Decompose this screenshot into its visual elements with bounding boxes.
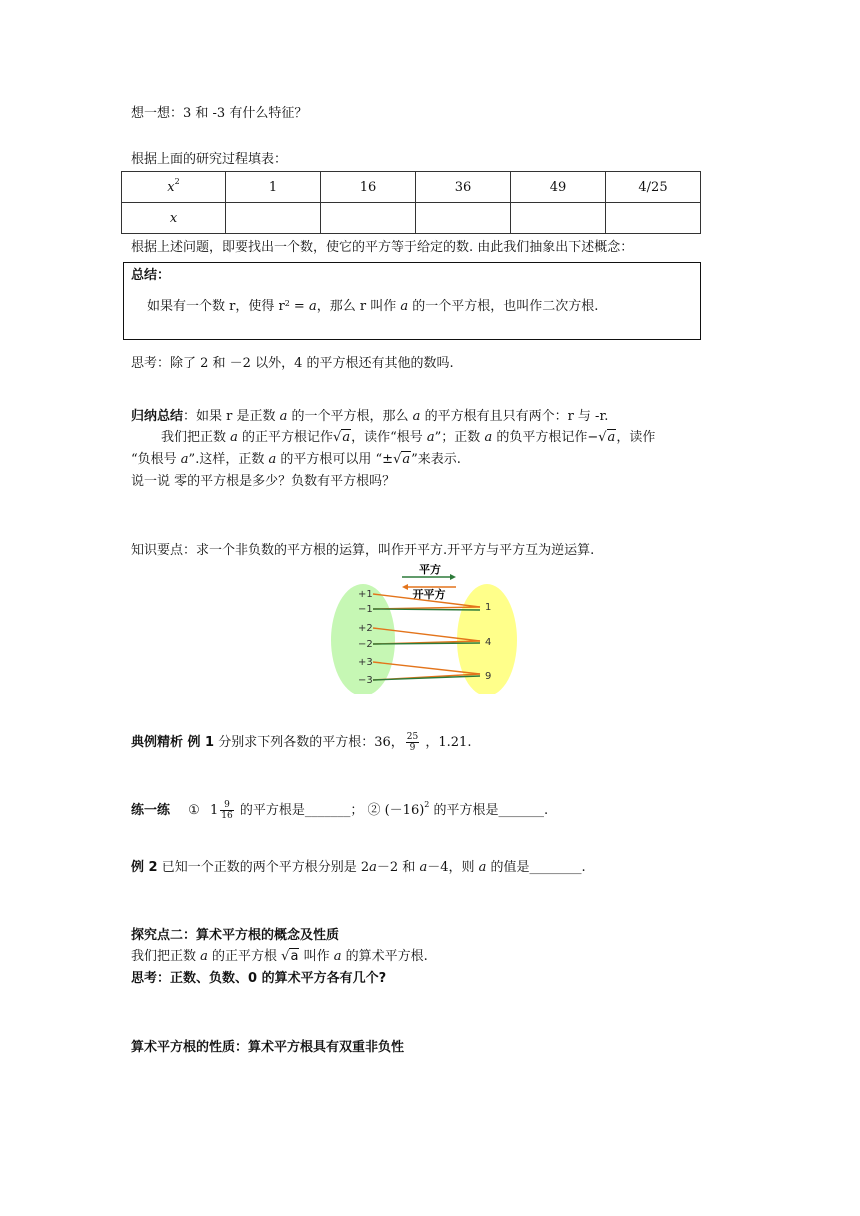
table-cell: 1 — [226, 172, 321, 203]
section-2-title: 探究点二：算术平方根的概念及性质 — [131, 928, 340, 943]
plusminus-sqrt-a-symbol: ±√a — [382, 452, 411, 467]
summary-text: 如果有一个数 r，使得 $r^2 = a$，那么 r 叫作 a 的一个平方根，也叫作二次方根. — [147, 299, 599, 314]
say-prompt: 说一说 零的平方根是多少？负数有平方根吗？ — [131, 474, 396, 489]
table-cell-empty[interactable] — [321, 203, 416, 234]
table-row — [122, 172, 701, 203]
neg-sqrt-a-symbol: −√a — [587, 430, 616, 445]
fraction-25-9: $\frac{25}{9}$ — [406, 732, 419, 753]
think-prompt-1: 想一想：3 和 -3 有什么特征？ — [131, 106, 308, 121]
table-cell: 16 — [321, 172, 416, 203]
table-cell-empty[interactable] — [416, 203, 511, 234]
section-2-think: 思考：正数、负数、0 的算术平方各有几个? — [131, 971, 387, 986]
table-cell: 36 — [416, 172, 511, 203]
table-cell-label: $x^2$ — [122, 172, 226, 203]
table-cell-empty[interactable] — [511, 203, 606, 234]
induction-line-2: 我们把正数 a 的正平方根记作√a，读作“根号 a”；正数 a 的负平方根记作−√a，读作 — [161, 430, 656, 445]
induction-line-1: 归纳总结：如果 r 是正数 a 的一个平方根，那么 a 的平方根有且只有两个：r 与 -r. — [131, 409, 609, 424]
right-label: 1 — [485, 602, 492, 613]
right-label: 9 — [485, 671, 492, 682]
section-2-definition: 我们把正数 a 的正平方根 √a 叫作 a 的算术平方根. — [131, 949, 428, 964]
root-arrowhead — [402, 584, 408, 590]
table-cell: 4/25 — [606, 172, 701, 203]
left-label: +1 — [358, 589, 373, 600]
table-row — [122, 203, 701, 234]
summary-title: 总结： — [131, 268, 171, 283]
mapping-line — [373, 609, 480, 610]
mapping-line — [373, 643, 480, 644]
table-cell-label: x — [122, 203, 226, 234]
table-cell: 49 — [511, 172, 606, 203]
left-label: −3 — [358, 675, 373, 686]
left-label: +2 — [358, 623, 373, 634]
section-2-property: 算术平方根的性质：算术平方根具有双重非负性 — [131, 1040, 405, 1055]
fraction-9-16: $\frac{9}{16}$ — [221, 800, 233, 821]
label-root: 开平方 — [412, 588, 446, 601]
left-label: +3 — [358, 657, 373, 668]
label-square: 平方 — [419, 564, 441, 576]
abstract-line: 根据上述问题，即要找出一个数，使它的平方等于给定的数. 由此我们抽象出下述概念： — [131, 240, 634, 255]
left-label: −1 — [358, 604, 373, 615]
think-prompt-2: 思考：除了 2 和 －2 以外，4 的平方根还有其他的数吗. — [131, 356, 454, 371]
table-cell-empty[interactable] — [226, 203, 321, 234]
left-label: −2 — [358, 639, 373, 650]
example-1: 典例精析 例 1 分别求下列各数的平方根：36， $\frac{25}{9}$ ，1.21. — [131, 732, 472, 753]
sqrt-a-symbol: √a — [333, 430, 351, 445]
sqrt-a-symbol: √a — [281, 949, 299, 964]
table-cell-empty[interactable] — [606, 203, 701, 234]
fill-in-table — [121, 171, 701, 234]
square-root-mapping-diagram — [330, 564, 530, 694]
knowledge-point: 知识要点：求一个非负数的平方根的运算，叫作开平方.开平方与平方互为逆运算. — [131, 543, 595, 558]
table-intro: 根据上面的研究过程填表： — [131, 152, 288, 167]
induction-line-3: “负根号 a”.这样，正数 a 的平方根可以用 “±√a”来表示. — [131, 452, 461, 467]
practice: 练一练 ① 1 $\frac{9}{16}$ 的平方根是_______； ② $(-16)^2$ 的平方根是_______. — [131, 800, 549, 821]
right-label: 4 — [485, 637, 492, 648]
example-2: 例 2 已知一个正数的两个平方根分别是 2a－2 和 a－4，则 a 的值是________. — [131, 860, 586, 875]
square-arrowhead — [450, 574, 456, 580]
